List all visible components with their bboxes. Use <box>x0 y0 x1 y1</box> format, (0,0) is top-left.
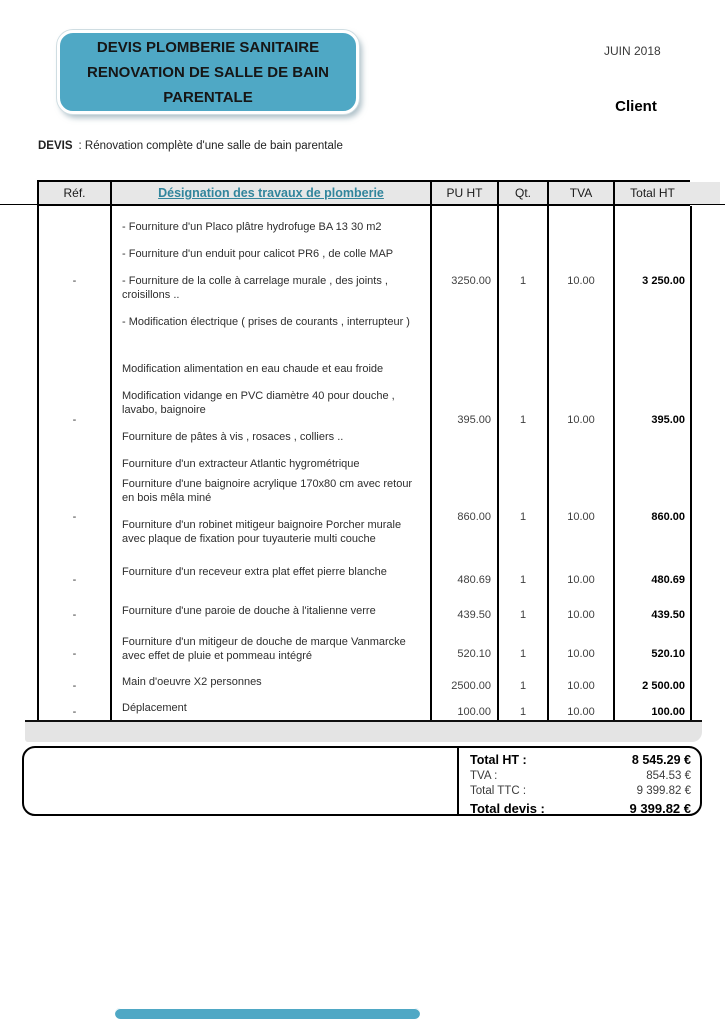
pu-ht-cell: 395.00 <box>432 356 499 484</box>
total-ht-cell: 395.00 <box>615 356 692 484</box>
totals-panel <box>470 753 691 816</box>
total-ht-cell: 439.50 <box>615 598 692 631</box>
designation-line: Fourniture d'une paroie de douche à l'italienne verre <box>122 605 376 617</box>
ref-cell: - <box>39 561 112 598</box>
pu-ht-cell: 2500.00 <box>432 669 499 702</box>
header-margin-line-left <box>0 204 37 205</box>
ref-cell: - <box>39 631 112 676</box>
next-page-banner-edge <box>115 1008 420 1019</box>
qt-cell: 1 <box>499 631 549 676</box>
designation-line: Modification alimentation en eau chaude et eau froide <box>122 363 384 375</box>
designation-line: - Modification électrique ( prises de courants , interrupteur ) <box>122 316 410 328</box>
designation-line: Fourniture d'un mitigeur de douche de marque Vanmarcke avec effet de pluie et pommeau intégré <box>122 636 406 662</box>
total-ht-row <box>470 753 691 770</box>
designation-cell <box>112 473 432 561</box>
tva-cell: 10.00 <box>549 695 615 728</box>
total-ht-value: 8 545.29 € <box>631 753 691 767</box>
tva-value: 854.53 € <box>646 770 691 782</box>
total-ttc-label: Total TTC : <box>470 785 527 797</box>
title-banner <box>57 30 359 114</box>
designation-line: Fourniture d'un extracteur Atlantic hygrométrique <box>122 458 360 470</box>
tva-cell: 10.00 <box>549 598 615 631</box>
designation-line: Fourniture d'un robinet mitigeur baignoire Porcher murale avec plaque de fixation pour tuyauterie multi couche <box>122 519 402 545</box>
table-row <box>39 206 690 356</box>
header-ref: Réf. <box>39 182 112 204</box>
header-tva: TVA <box>549 182 615 204</box>
pu-ht-cell: 480.69 <box>432 561 499 598</box>
tva-label: TVA : <box>470 770 498 782</box>
qt-cell: 1 <box>499 206 549 356</box>
qt-cell: 1 <box>499 695 549 728</box>
designation-line: - Fourniture de la colle à carrelage murale , des joints , croisillons .. <box>122 275 388 301</box>
header-margin-line-right <box>690 204 725 205</box>
designation-line: - Fourniture d'un enduit pour calicot PR6 , de colle MAP <box>122 248 394 260</box>
table-row <box>39 695 690 721</box>
pu-ht-cell: 3250.00 <box>432 206 499 356</box>
header-gray-extension <box>690 182 720 204</box>
tva-cell: 10.00 <box>549 356 615 484</box>
qt-cell: 1 <box>499 598 549 631</box>
table-body <box>37 206 690 723</box>
total-ht-cell: 860.00 <box>615 473 692 561</box>
tva-cell: 10.00 <box>549 206 615 356</box>
table-row <box>39 473 690 561</box>
pu-ht-cell: 100.00 <box>432 695 499 728</box>
table-header-row <box>37 180 690 206</box>
header-designation: Désignation des travaux de plomberie <box>112 182 432 204</box>
ref-cell: - <box>39 473 112 561</box>
table-row <box>39 598 690 631</box>
total-devis-value: 9 399.82 € <box>629 801 691 816</box>
header-total-ht: Total HT <box>615 182 692 204</box>
designation-line: - Fourniture d'un Placo plâtre hydrofuge BA 13 30 m2 <box>122 221 382 233</box>
header-qt: Qt. <box>499 182 549 204</box>
qt-cell: 1 <box>499 356 549 484</box>
designation-cell <box>112 356 432 484</box>
devis-subject-line <box>38 140 343 152</box>
pu-ht-cell: 860.00 <box>432 473 499 561</box>
designation-line: Modification vidange en PVC diamètre 40 pour douche , lavabo, baignoire <box>122 390 395 416</box>
pu-ht-cell: 439.50 <box>432 598 499 631</box>
designation-line: Main d'oeuvre X2 personnes <box>122 676 262 688</box>
designation-line: Fourniture d'un receveur extra plat effet pierre blanche <box>122 566 387 578</box>
table-row <box>39 356 690 473</box>
total-ht-cell: 2 500.00 <box>615 669 692 702</box>
title-line-2: RENOVATION DE SALLE DE BAIN <box>87 63 329 81</box>
designation-cell <box>112 598 432 631</box>
date-label: JUIN 2018 <box>604 44 661 58</box>
table-row <box>39 561 690 598</box>
totals-divider <box>457 748 459 814</box>
qt-cell: 1 <box>499 669 549 702</box>
title-line-1: DEVIS PLOMBERIE SANITAIRE <box>96 38 320 56</box>
header-pu-ht: PU HT <box>432 182 499 204</box>
tva-cell: 10.00 <box>549 631 615 676</box>
table-row <box>39 669 690 695</box>
tva-cell: 10.00 <box>549 561 615 598</box>
total-ttc-row <box>470 785 691 800</box>
ref-cell: - <box>39 669 112 702</box>
total-devis-label: Total devis : <box>470 801 545 816</box>
designation-cell <box>112 561 432 598</box>
ref-cell: - <box>39 206 112 356</box>
designation-cell <box>112 206 432 356</box>
total-ht-cell: 480.69 <box>615 561 692 598</box>
table-row <box>39 631 690 669</box>
tva-cell: 10.00 <box>549 473 615 561</box>
ref-cell: - <box>39 356 112 484</box>
title-line-3: PARENTALE <box>163 88 253 106</box>
total-ht-label: Total HT : <box>470 753 527 767</box>
ref-cell: - <box>39 598 112 631</box>
designation-line: Fourniture de pâtes à vis , rosaces , colliers .. <box>122 431 344 443</box>
designation-line: Fourniture d'une baignoire acrylique 170x80 cm avec retour en bois mêla miné <box>122 478 413 504</box>
devis-subject: : Rénovation complète d'une salle de bain parentale <box>78 140 343 152</box>
totals-box <box>22 746 702 816</box>
qt-cell: 1 <box>499 473 549 561</box>
total-ttc-value: 9 399.82 € <box>636 785 691 797</box>
devis-label: DEVIS <box>38 140 73 152</box>
designation-line: Déplacement <box>122 702 187 714</box>
quote-table <box>37 180 690 723</box>
total-ht-cell: 520.10 <box>615 631 692 676</box>
total-ht-cell: 100.00 <box>615 695 692 728</box>
total-ht-cell: 3 250.00 <box>615 206 692 356</box>
pu-ht-cell: 520.10 <box>432 631 499 676</box>
ref-cell: - <box>39 695 112 728</box>
qt-cell: 1 <box>499 561 549 598</box>
tva-cell: 10.00 <box>549 669 615 702</box>
tva-row <box>470 770 691 785</box>
total-devis-row <box>470 801 691 816</box>
table-footer-band <box>25 720 702 742</box>
client-label: Client <box>615 98 657 115</box>
